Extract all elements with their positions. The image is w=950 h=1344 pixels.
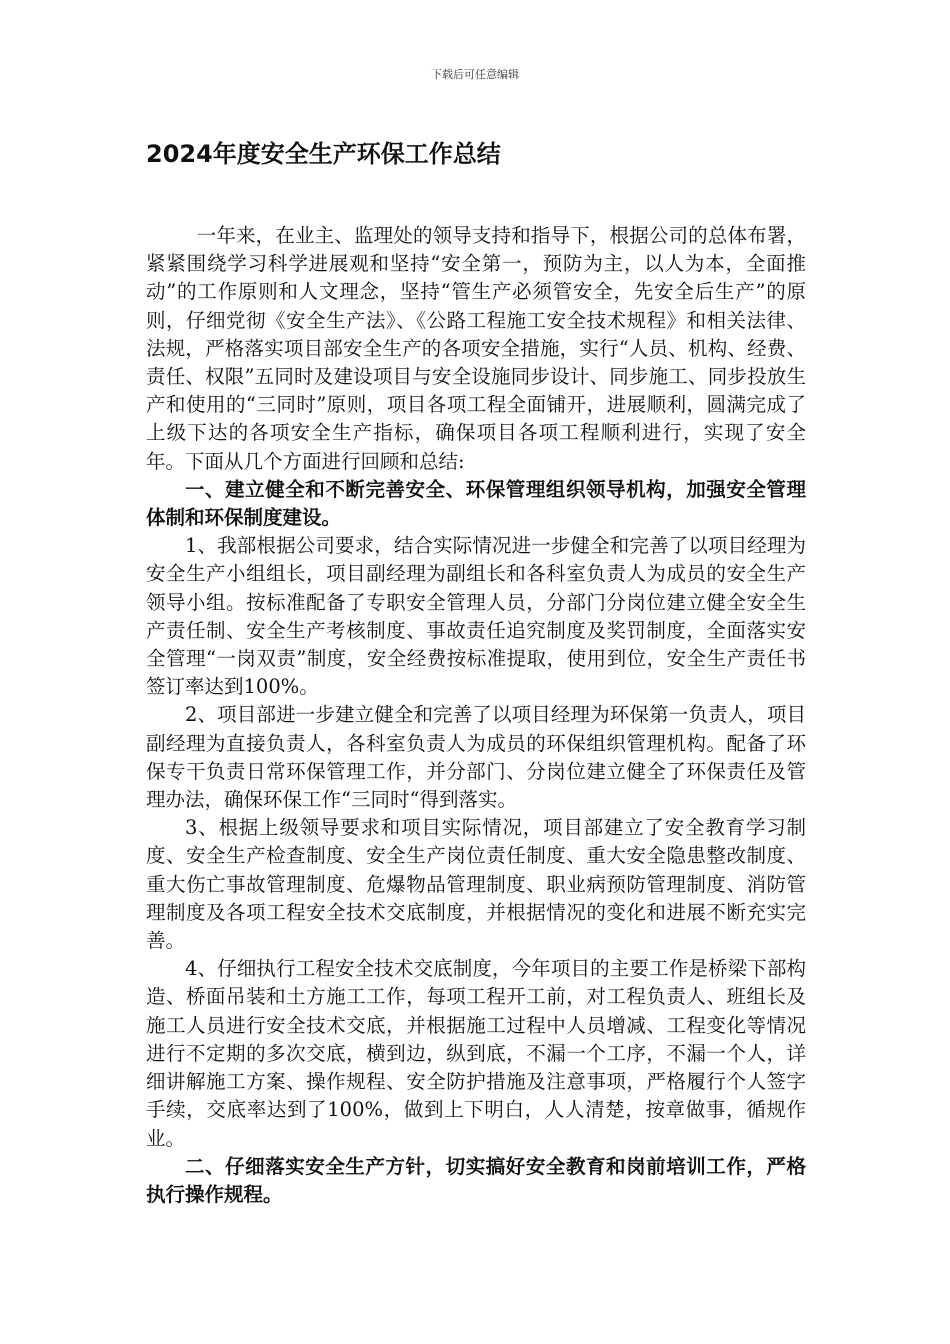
section-heading-1: 一、建立健全和不断完善安全、环保管理组织领导机构，加强安全管理体制和环保制度建设。 — [146, 477, 806, 530]
intro-paragraph: 一年来，在业主、监理处的领导支持和指导下，根据公司的总体布署，紧紧围绕学习科学进展观和坚持“安全第一，预防为主，以人为本，全面推动”的工作原则和人文理念，坚持“管生产必须管安全，先安全后生产”的原则，仔细党彻《安全生产法》、《公路工程施工安全技术规程》和相关法律、法规，严格落实项目部安全生产的各项安全措施，实行“人员、机构、经费、责任、权限”五同时及建设项目与安全设施同步设计、同步施工、同步投放生产和使用的“三同时”原则，项目各项工程全面铺开，进展顺利，圆满完成了上级下达的各项安全生产指标，确保项目各项工程顺利进行，实现了安全年。下面从几个方面进行回顾和总结: — [146, 224, 806, 473]
header-note: 下载后可任意编辑 — [431, 68, 519, 81]
section-heading-2: 二、仔细落实安全生产方针，切实搞好安全教育和岗前培训工作，严格执行操作规程。 — [146, 1154, 806, 1206]
paragraph-item-4: 4、仔细执行工程安全技术交底制度，今年项目的主要工作是桥梁下部构造、桥面吊装和土方施工工作，每项工程开工前，对工程负责人、班组长及施工人员进行安全技术交底，并根据施工过程中人员增减、工程变化等情况进行不定期的多次交底，横到边，纵到底，不漏一个工序，不漏一个人，详细讲解施工方案、操作规程、安全防护措施及注意事项，严格履行个人签字手续，交底率达到了100%，做到上下明白，人人清楚，按章做事，循规作业。 — [146, 957, 806, 1150]
paragraph-item-1: 1、我部根据公司要求，结合实际情况进一步健全和完善了以项目经理为安全生产小组组长，项目副经理为副组长和各科室负责人为成员的安全生产领导小组。按标准配备了专职安全管理人员，分部门分岗位建立健全安全生产责任制、安全生产考核制度、事故责任追究制度及奖罚制度，全面落实安全管理“一岗双责”制度，安全经费按标准提取，使用到位，安全生产责任书签订率达到100%。 — [146, 534, 806, 699]
paragraph-item-2: 2、项目部进一步建立健全和完善了以项目经理为环保第一负责人，项目副经理为直接负责人，各科室负责人为成员的环保组织管理机构。配备了环保专干负责日常环保管理工作，并分部门、分岗位建立健全了环保责任及管理办法，确保环保工作“三同时“得到落实。 — [146, 703, 806, 812]
document-body — [146, 222, 806, 1209]
document-title: 2024年度安全生产环保工作总结 — [146, 140, 501, 168]
paragraph-item-3: 3、根据上级领导要求和项目实际情况，项目部建立了安全教育学习制度、安全生产检查制度、安全生产岗位责任制度、重大安全隐患整改制度、重大伤亡事故管理制度、危爆物品管理制度、职业病预防管理制度、消防管理制度及各项工程安全技术交底制度，并根据情况的变化和进展不断充实完善。 — [146, 816, 806, 953]
